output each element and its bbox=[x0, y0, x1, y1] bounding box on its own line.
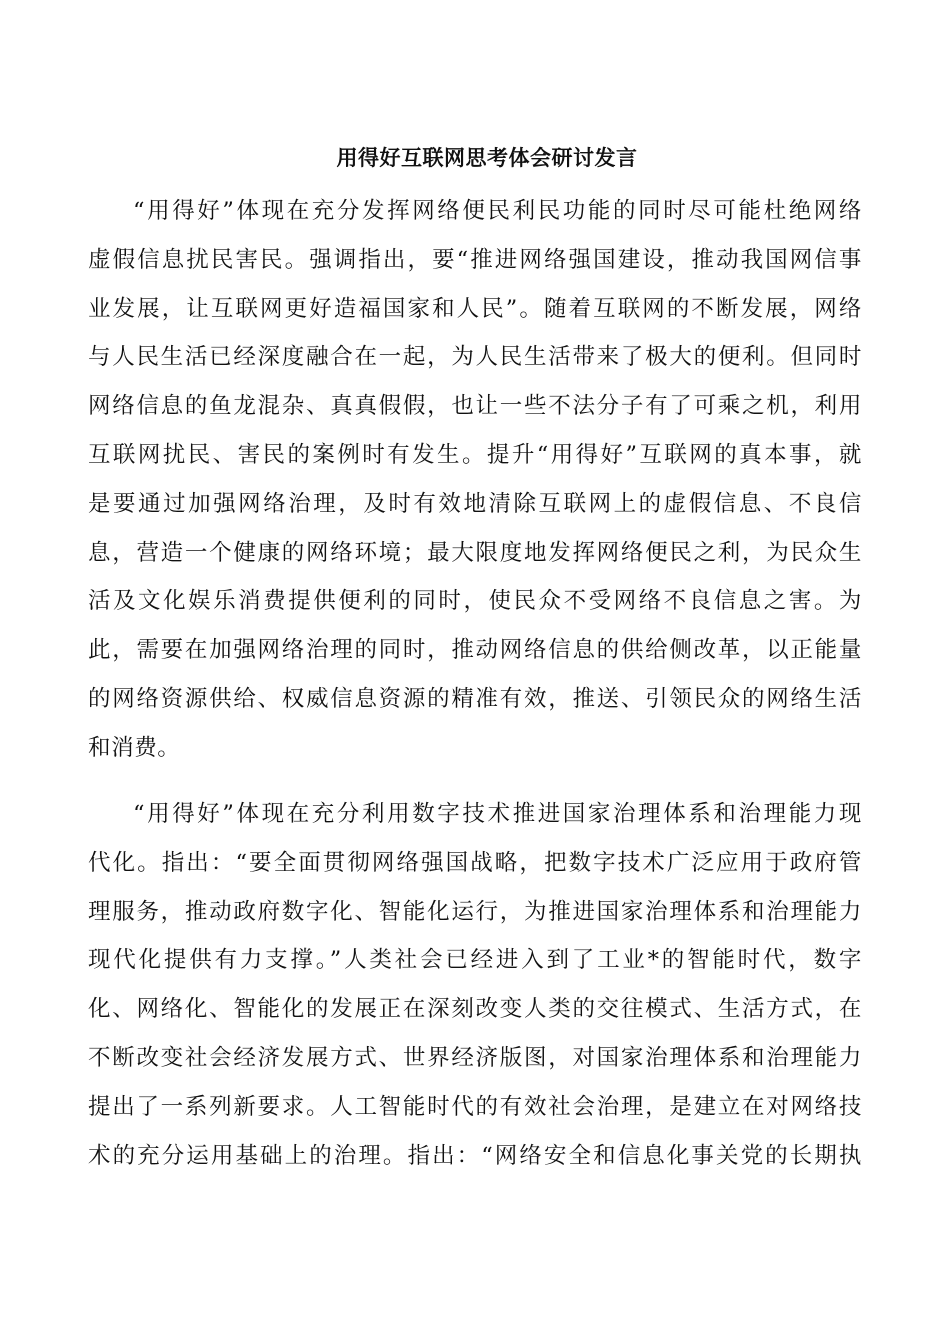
paragraph-line: 业发展，让互联网更好造福国家和人民”。随着互联网的不断发展，网络 bbox=[88, 295, 862, 322]
paragraph-line: 现代化提供有力支撑。”人类社会已经进入到了工业*的智能时代，数字 bbox=[88, 947, 862, 974]
paragraph-1 bbox=[88, 187, 862, 773]
paragraph-line: 息，营造一个健康的网络环境；最大限度地发挥网络便民之利，为民众生 bbox=[88, 539, 862, 566]
paragraph-line: 的网络资源供给、权威信息资源的精准有效，推送、引领民众的网络生活 bbox=[88, 685, 862, 712]
paragraph-line: 网络信息的鱼龙混杂、真真假假，也让一些不法分子有了可乘之机，利用 bbox=[88, 393, 862, 420]
paragraph-line: 此，需要在加强网络治理的同时，推动网络信息的供给侧改革，以正能量 bbox=[88, 637, 862, 664]
paragraph-line: 是要通过加强网络治理，及时有效地清除互联网上的虚假信息、不良信 bbox=[88, 490, 862, 517]
paragraph-line: 与人民生活已经深度融合在一起，为人民生活带来了极大的便利。但同时 bbox=[88, 344, 862, 371]
paragraph-line: 化、网络化、智能化的发展正在深刻改变人类的交往模式、生活方式，在 bbox=[88, 996, 862, 1023]
paragraph-line: 不断改变社会经济发展方式、世界经济版图，对国家治理体系和治理能力 bbox=[88, 1044, 862, 1071]
paragraph-line: 提出了一系列新要求。人工智能时代的有效社会治理，是建立在对网络技 bbox=[88, 1093, 862, 1120]
paragraph-line: 代化。指出：“要全面贯彻网络强国战略，把数字技术广泛应用于政府管 bbox=[88, 849, 862, 876]
paragraph-line: 活及文化娱乐消费提供便利的同时，使民众不受网络不良信息之害。为 bbox=[88, 588, 862, 615]
paragraph-2 bbox=[88, 790, 862, 1180]
paragraph-line: 互联网扰民、害民的案例时有发生。提升“用得好”互联网的真本事，就 bbox=[88, 441, 862, 468]
document-title: 用得好互联网思考体会研讨发言 bbox=[336, 146, 638, 170]
paragraph-line: “用得好”体现在充分发挥网络便民利民功能的同时尽可能杜绝网络 bbox=[133, 198, 862, 224]
paragraph-line: 虚假信息扰民害民。强调指出，要“推进网络强国建设，推动我国网信事 bbox=[88, 246, 862, 273]
paragraph-line: 和消费。 bbox=[88, 734, 181, 761]
paragraph-line: 术的充分运用基础上的治理。指出：“网络安全和信息化事关党的长期执 bbox=[88, 1142, 862, 1169]
paragraph-line: “用得好”体现在充分利用数字技术推进国家治理体系和治理能力现 bbox=[133, 801, 862, 827]
paragraph-line: 理服务，推动政府数字化、智能化运行，为推进国家治理体系和治理能力 bbox=[88, 898, 862, 925]
